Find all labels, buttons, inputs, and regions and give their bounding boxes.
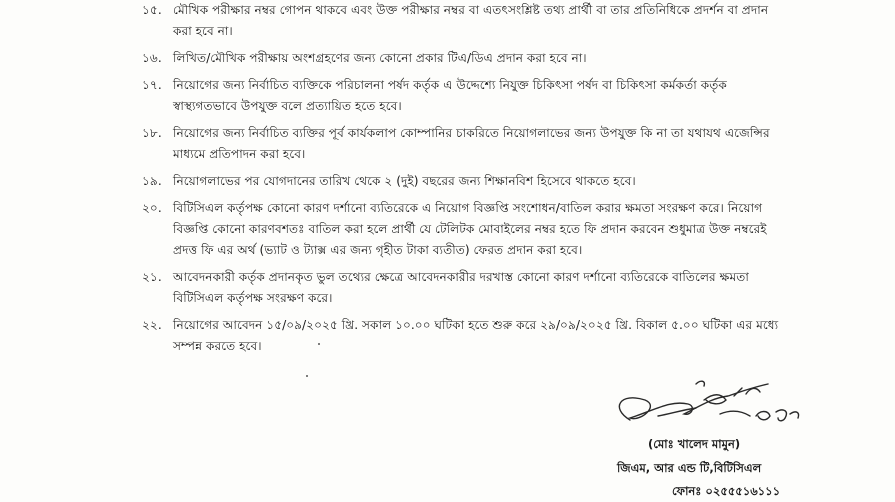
item-text-line: নিয়োগের আবেদন ১৫/০৯/২০২৫ খ্রি. সকাল ১০.০০ ঘটিকা হতে শুরু করে ২৯/০৯/২০২৫ খ্রি. বিকাল ৫.০০ ঘটিকা এর মধ্যে	[173, 318, 779, 332]
item-text-line: মৌখিক পরীক্ষার নম্বর গোপন থাকবে এবং উক্ত পরীক্ষার নম্বর বা এতৎসংশ্লিষ্ট তথ্য প্রার্থী বা তার প্রতিনিধিকে প্রদর্শন বা প্রদান	[173, 3, 769, 17]
item-number: ১৬.	[142, 51, 162, 65]
item-text-line: সম্পন্ন করতে হবে।	[173, 339, 262, 353]
item-number: ১৮.	[142, 126, 162, 140]
item-text-line: করা হবে না।	[173, 24, 233, 38]
item-text-line: নিয়োগের জন্য নির্বাচিত ব্যক্তিকে পরিচালনা পর্ষদ কর্তৃক এ উদ্দেশ্যে নিযুক্ত চিকিৎসা পর্ষদ বা চিকিৎসা কর্মকর্তা কর্তৃক	[173, 78, 727, 92]
scan-speck	[306, 375, 308, 377]
item-number: ১৯.	[142, 174, 162, 188]
item-text-line: বিটিসিএল কর্তৃপক্ষ সংরক্ষণ করে।	[173, 291, 333, 305]
handwritten-signature	[600, 370, 810, 440]
signatory-name: (মোঃ খালেদ মামুন)	[648, 437, 741, 451]
item-number: ২১.	[142, 270, 162, 284]
item-text-line: নিয়োগের জন্য নির্বাচিত ব্যক্তির পূর্ব কার্যকলাপ কোম্পানির চাকরিতে নিয়োগলাভের জন্য উপযুক্ত কি না তা যথাযথ এজেন্সির	[173, 126, 770, 140]
item-number: ১৭.	[142, 78, 162, 92]
item-text-line: প্রদত্ত ফি এর অর্থ (ভ্যাট ও ট্যাক্স এর জন্য গৃহীত টাকা ব্যতীত) ফেরত প্রদান করা হবে।	[173, 243, 583, 257]
item-number: ২২.	[142, 318, 162, 332]
item-number: ২০.	[142, 201, 162, 215]
signatory-phone: ফোনঃ ০২৫৫৫১৬১১১	[672, 484, 781, 498]
signatory-designation: জিএম, আর এন্ড টি,বিটিসিএল	[617, 461, 762, 475]
item-text-line: বিজ্ঞপ্তি কোনো কারণবশতঃ বাতিল করা হলে প্রার্থী যে টেলিটক মোবাইলের নম্বর হতে ফি প্রদান করবেন শুধুমাত্র উক্ত নম্বরেই	[173, 222, 767, 236]
item-text-line: বিটিসিএল কর্তৃপক্ষ কোনো কারণ দর্শানো ব্যতিরেকে এ নিয়োগ বিজ্ঞপ্তি সংশোধন/বাতিল করার ক্ষমতা সংরক্ষণ করে। নিয়োগ	[173, 201, 763, 215]
scan-speck	[318, 343, 320, 345]
item-text-line: লিখিত/মৌখিক পরীক্ষায় অংশগ্রহণের জন্য কোনো প্রকার টিএ/ডিএ প্রদান করা হবে না।	[173, 51, 587, 65]
item-text-line: আবেদনকারী কর্তৃক প্রদানকৃত ভুল তথ্যের ক্ষেত্রে আবেদনকারীর দরখাস্ত কোনো কারণ দর্শানো ব্যতিরেকে বাতিলের ক্ষমতা	[173, 270, 749, 284]
item-text-line: স্বাস্থ্যগতভাবে উপযুক্ত বলে প্রত্যায়িত হতে হবে।	[173, 99, 402, 113]
item-text-line: নিয়োগলাভের পর যোগদানের তারিখ থেকে ২ (দুই) বছরের জন্য শিক্ষানবিশ হিসেবে থাকতে হবে।	[173, 174, 636, 188]
item-text-line: মাধ্যমে প্রতিপাদন করা হবে।	[173, 147, 306, 161]
item-number: ১৫.	[142, 3, 162, 17]
